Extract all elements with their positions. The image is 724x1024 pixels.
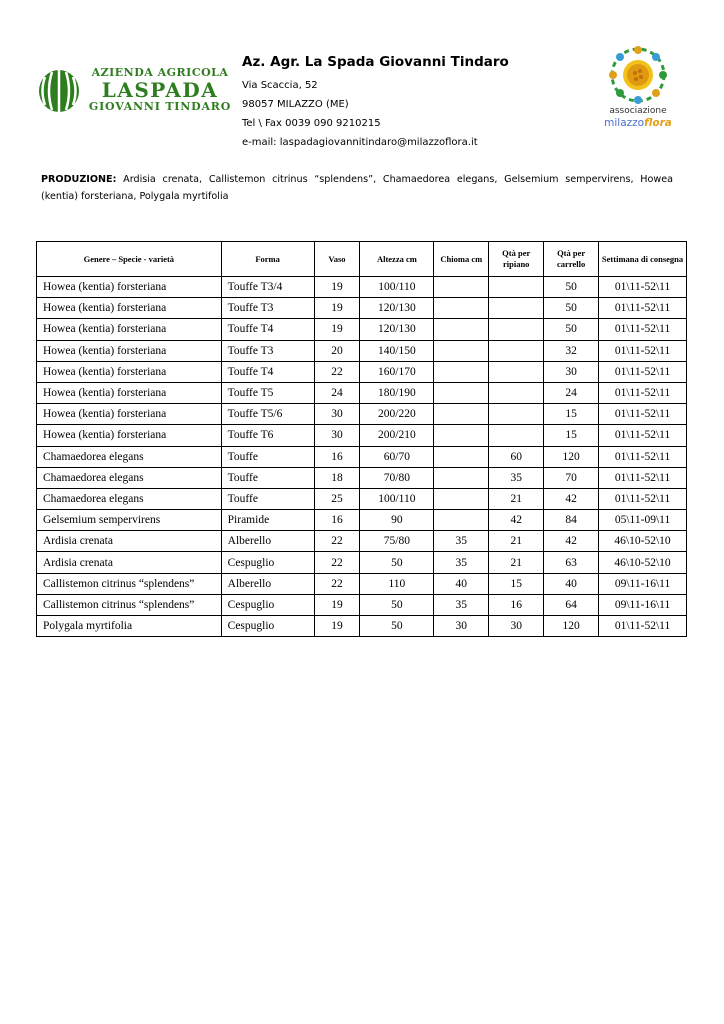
table-cell: Ardisia crenata <box>37 531 222 552</box>
table-cell: Howea (kentia) forsteriana <box>37 404 222 425</box>
table-cell: 63 <box>544 552 599 573</box>
table-cell: 120/130 <box>360 319 434 340</box>
table-cell: Howea (kentia) forsteriana <box>37 425 222 446</box>
table-cell: 40 <box>434 573 489 594</box>
table-cell: 35 <box>434 531 489 552</box>
table-cell: 22 <box>314 531 360 552</box>
table-cell: 110 <box>360 573 434 594</box>
table-cell: 21 <box>489 552 544 573</box>
table-row <box>37 340 687 361</box>
table-cell: 15 <box>544 425 599 446</box>
table-cell: 22 <box>314 552 360 573</box>
table-cell: Piramide <box>221 510 314 531</box>
table-cell: 30 <box>544 361 599 382</box>
column-header: Altezza cm <box>360 242 434 277</box>
logo-line-1: AZIENDA AGRICOLA <box>91 66 229 79</box>
logo-line-2: LASPADA <box>101 78 219 102</box>
table-cell: Touffe T3/4 <box>221 277 314 298</box>
table-cell: 15 <box>544 404 599 425</box>
table-cell: 01\11-52\11 <box>599 382 687 403</box>
production-label: PRODUZIONE: <box>41 174 117 185</box>
column-header: Qtà per carrello <box>544 242 599 277</box>
table-cell: 19 <box>314 616 360 637</box>
table-cell: Howea (kentia) forsteriana <box>37 382 222 403</box>
table-cell: 01\11-52\11 <box>599 404 687 425</box>
table-cell: Polygala myrtifolia <box>37 616 222 637</box>
table-cell: 18 <box>314 467 360 488</box>
table-cell: 50 <box>360 552 434 573</box>
table-cell: Touffe <box>221 467 314 488</box>
table-cell: 70 <box>544 467 599 488</box>
table-cell: Alberello <box>221 573 314 594</box>
table-header-row <box>37 242 687 277</box>
table-cell: 30 <box>489 616 544 637</box>
table-cell: 30 <box>314 425 360 446</box>
table-cell <box>434 446 489 467</box>
table-cell: 64 <box>544 594 599 615</box>
table-cell: Touffe T3 <box>221 298 314 319</box>
table-cell: Chamaedorea elegans <box>37 467 222 488</box>
table-cell <box>434 404 489 425</box>
table-cell: 19 <box>314 319 360 340</box>
table-cell: 25 <box>314 488 360 509</box>
table-cell <box>489 361 544 382</box>
table-cell: Touffe T5 <box>221 382 314 403</box>
column-header: Forma <box>221 242 314 277</box>
table-row <box>37 277 687 298</box>
table-cell: 05\11-09\11 <box>599 510 687 531</box>
table-cell: 20 <box>314 340 360 361</box>
table-cell: 16 <box>314 446 360 467</box>
watermelon-icon <box>36 68 82 114</box>
table-cell: Chamaedorea elegans <box>37 446 222 467</box>
table-cell <box>489 425 544 446</box>
table-cell: Touffe T4 <box>221 361 314 382</box>
table-row <box>37 552 687 573</box>
table-cell: 24 <box>544 382 599 403</box>
production-summary <box>41 171 673 205</box>
table-cell: 46\10-52\10 <box>599 531 687 552</box>
table-cell: 100/110 <box>360 488 434 509</box>
table-row <box>37 382 687 403</box>
table-cell: Cespuglio <box>221 594 314 615</box>
table-cell: 40 <box>544 573 599 594</box>
table-cell: 01\11-52\11 <box>599 616 687 637</box>
table-cell <box>434 382 489 403</box>
table-cell: Cespuglio <box>221 616 314 637</box>
column-header: Vaso <box>314 242 360 277</box>
table-cell <box>489 382 544 403</box>
table-cell: 120 <box>544 616 599 637</box>
table-row <box>37 467 687 488</box>
table-cell: 140/150 <box>360 340 434 361</box>
table-cell: 22 <box>314 573 360 594</box>
table-cell: 01\11-52\11 <box>599 298 687 319</box>
table-row <box>37 425 687 446</box>
table-cell <box>434 298 489 319</box>
association-name-part2: flora <box>644 117 672 129</box>
company-email: e-mail: laspadagiovannitindaro@milazzoflora.it <box>242 137 478 148</box>
table-cell: 50 <box>360 594 434 615</box>
logo-line-3: GIOVANNI TINDARO <box>88 100 232 113</box>
table-cell: 09\11-16\11 <box>599 594 687 615</box>
table-cell: 180/190 <box>360 382 434 403</box>
table-cell: 160/170 <box>360 361 434 382</box>
table-cell: 35 <box>434 594 489 615</box>
table-cell <box>434 425 489 446</box>
table-row <box>37 319 687 340</box>
table-row <box>37 488 687 509</box>
table-cell <box>489 298 544 319</box>
table-cell: 120/130 <box>360 298 434 319</box>
table-cell: 16 <box>489 594 544 615</box>
table-cell: Touffe T6 <box>221 425 314 446</box>
table-cell: 01\11-52\11 <box>599 361 687 382</box>
table-cell: 01\11-52\11 <box>599 277 687 298</box>
table-cell: Touffe <box>221 488 314 509</box>
table-cell: 35 <box>489 467 544 488</box>
table-cell: Gelsemium sempervirens <box>37 510 222 531</box>
table-cell: 19 <box>314 277 360 298</box>
table-cell: 50 <box>544 319 599 340</box>
table-row <box>37 510 687 531</box>
table-cell: Callistemon citrinus “splendens” <box>37 594 222 615</box>
company-logo <box>36 66 232 116</box>
table-cell: 120 <box>544 446 599 467</box>
column-header: Genere – Specie - varietà <box>37 242 222 277</box>
table-cell: Howea (kentia) forsteriana <box>37 361 222 382</box>
table-row <box>37 594 687 615</box>
table-cell: 19 <box>314 298 360 319</box>
table-cell: 46\10-52\10 <box>599 552 687 573</box>
table-cell: Chamaedorea elegans <box>37 488 222 509</box>
company-phone: Tel \ Fax 0039 090 9210215 <box>242 118 381 129</box>
table-cell: 200/220 <box>360 404 434 425</box>
column-header: Chioma cm <box>434 242 489 277</box>
association-logo <box>596 44 680 134</box>
table-cell <box>434 340 489 361</box>
table-cell: 22 <box>314 361 360 382</box>
table-cell <box>434 488 489 509</box>
table-row <box>37 298 687 319</box>
table-row <box>37 573 687 594</box>
table-cell <box>489 277 544 298</box>
table-cell <box>434 277 489 298</box>
table-cell: 32 <box>544 340 599 361</box>
table-row <box>37 361 687 382</box>
table-cell <box>489 319 544 340</box>
table-cell: 01\11-52\11 <box>599 319 687 340</box>
table-cell: 01\11-52\11 <box>599 446 687 467</box>
table-cell: Howea (kentia) forsteriana <box>37 277 222 298</box>
table-row <box>37 531 687 552</box>
table-cell: 50 <box>360 616 434 637</box>
table-cell: Ardisia crenata <box>37 552 222 573</box>
table-body <box>37 277 687 637</box>
table-row <box>37 404 687 425</box>
table-cell: 19 <box>314 594 360 615</box>
table-cell: 01\11-52\11 <box>599 467 687 488</box>
table-cell: 100/110 <box>360 277 434 298</box>
table-cell: 01\11-52\11 <box>599 425 687 446</box>
table-cell: 01\11-52\11 <box>599 488 687 509</box>
table-cell: 35 <box>434 552 489 573</box>
table-cell: 09\11-16\11 <box>599 573 687 594</box>
company-address: Via Scaccia, 52 <box>242 80 318 91</box>
table-cell: Alberello <box>221 531 314 552</box>
table-cell: 15 <box>489 573 544 594</box>
table-cell: Callistemon citrinus “splendens” <box>37 573 222 594</box>
table-cell: 01\11-52\11 <box>599 340 687 361</box>
table-cell: Touffe <box>221 446 314 467</box>
production-text: Ardisia crenata, Callistemon citrinus “splendens”, Chamaedorea elegans, Gelsemium sempervirens, Howea (kentia) forsteriana, Polygala myrtifolia <box>41 174 673 202</box>
table-cell: 16 <box>314 510 360 531</box>
table-cell: Howea (kentia) forsteriana <box>37 319 222 340</box>
table-cell: 90 <box>360 510 434 531</box>
sunflower-emblem-icon <box>596 44 680 106</box>
column-header: Qtà per ripiano <box>489 242 544 277</box>
company-info <box>242 52 509 148</box>
table-cell <box>434 510 489 531</box>
table-cell: Howea (kentia) forsteriana <box>37 340 222 361</box>
table-cell: 42 <box>489 510 544 531</box>
table-cell: 21 <box>489 531 544 552</box>
table-cell <box>434 319 489 340</box>
table-cell: 50 <box>544 298 599 319</box>
table-cell: 42 <box>544 531 599 552</box>
table-cell <box>434 361 489 382</box>
table-cell: 21 <box>489 488 544 509</box>
table-cell: 42 <box>544 488 599 509</box>
column-header: Settimana di consegna <box>599 242 687 277</box>
table-cell: 70/80 <box>360 467 434 488</box>
table-cell: 30 <box>314 404 360 425</box>
table-cell <box>434 467 489 488</box>
company-name: Az. Agr. La Spada Giovanni Tindaro <box>242 54 509 70</box>
table-cell: 30 <box>434 616 489 637</box>
table-cell: Touffe T5/6 <box>221 404 314 425</box>
table-cell: 200/210 <box>360 425 434 446</box>
table-cell: Cespuglio <box>221 552 314 573</box>
table-cell: 60 <box>489 446 544 467</box>
table-cell: 84 <box>544 510 599 531</box>
table-cell: Touffe T3 <box>221 340 314 361</box>
table-row <box>37 616 687 637</box>
association-label: associazione <box>609 106 667 116</box>
table-cell: Howea (kentia) forsteriana <box>37 298 222 319</box>
association-name <box>596 117 680 129</box>
table-cell: 75/80 <box>360 531 434 552</box>
production-table <box>36 241 687 637</box>
table-cell <box>489 340 544 361</box>
company-city: 98057 MILAZZO (ME) <box>242 99 349 110</box>
table-cell: Touffe T4 <box>221 319 314 340</box>
association-name-part1: milazzo <box>604 117 645 129</box>
table-cell: 60/70 <box>360 446 434 467</box>
table-row <box>37 446 687 467</box>
table-cell: 50 <box>544 277 599 298</box>
table-cell <box>489 404 544 425</box>
table-cell: 24 <box>314 382 360 403</box>
